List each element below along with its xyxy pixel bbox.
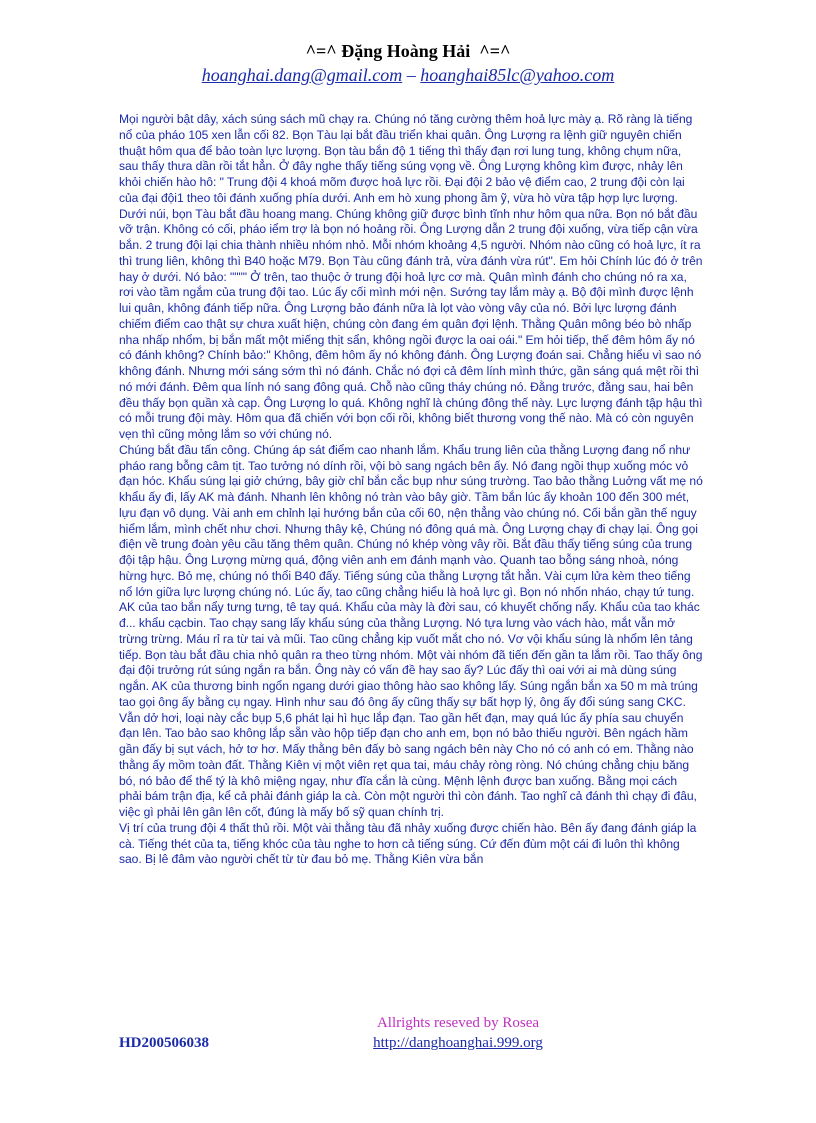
document-id: HD200506038 [119,1035,209,1051]
email-link-yahoo[interactable]: hoanghai85lc@yahoo.com [420,65,615,85]
copyright-notice: Allrights reseved by Rosea [376,1015,540,1031]
paragraph: Chúng bắt đầu tấn công. Chúng áp sát điểm cao nhanh lắm. Khẩu trung liên của thằng Lượng đang nổ như pháo rang bỗng câm tịt. Tao tưởng nó dính rồi, vội bò sang ngách bên ấy. Nó đang ngồi thụp xuống móc vỏ đạn hóc. Khẩu súng lại giở chứng, bây giờ chỉ bắn cắc bụp như súng trường. Tao bảo thằng Luởng vất mẹ nó khẩu ấy đi, lấy AK mà đánh. Nhanh lên không nó tràn vào bây giờ. Tầm bắn lúc ấy khoản 100 đến 300 mét, lựu đạn vô dụng. Vài anh em chỉnh lại hướng bắn của cối 60, nện thẳng vào chúng nó. Cối bắn gần thế nguy hiểm lắm, mình chết như chơi. Nhưng thây kệ, Chúng nó đông quá mà. Ông Lượng chạy đi chạy lại. Ông gọi điện về trung đoàn yêu cầu tăng thêm quân. Chúng nó khép vòng vây rồi. Bắt đầu thấy tiếng súng của trung đội tập hậu. Ông Lượng mừng quá, động viên anh em đánh mạnh vào. Quanh tao bỗng sáng nhoà, nóng hừng hực. Bỏ mẹ, chúng nó thổi B40 đấy. Tiếng súng của thằng Lượng tắt hẳn. Vài cụm lửa kèm theo tiếng nổ lớn giữa lực lượng chúng nó. Lúc ấy, tao cũng chẳng hiểu là hoả lực gì. Bọn nó nhốn nháo, chạy tứ tung. AK của tao bắn nẩy tưng tưng, tê tay quá. Khẩu của mày là đời sau, có khuyết chống nẩy. Khẩu của tao khác đ... khẩu cạcbin. Tao chạy sang lấy khẩu súng của thằng Lượng. Nó tựa lưng vào vách hào, mắt vẫn mở trừng trừng. Máu rỉ ra từ tai và mũi. Tao cũng chẳng kịp vuốt mắt cho nó. Vơ vội khẩu súng là nhổm lên tảng tiếp. Bọn tàu bắt đầu chia nhỏ quân ra theo từng nhóm. Một vài nhóm đã tiến đến gần ta lắm rồi. Tao thấy ông đại đội trưởng rút súng ngắn ra bắn. Ông này có vấn đề hay sao ấy? Lúc đấy thì oai với ai mà dùng súng ngắn. AK của thương binh ngổn ngang dưới giao thông hào sao không lấy. Súng ngắn bắn xa 50 m mà trúng tao gọi ông ấy bằng cụ ngay. Hình như sau đó ông ấy cũng thấy sự bất hợp lý, ông ấy đổi súng sang CKC. Vẫn dở hơi, loại này cắc bụp 5,6 phát lại hì hục lắp đạn. Tao gần hết đạn, may quá lúc ấy phía sau chuyển đạn lên. Tao bảo sao không lắp sẵn vào hộp tiếp đạn cho anh em, bọn nó bảo thiếu người. Bên ngách hầm gần đấy bị sụt vách, hở tơ hơ. Mấy thằng bên đấy bò sang ngách bên này Cho nó có anh có em. Thằng nào thằng ấy mồm toàn đất. Thằng Kiên vị một viên rẹt qua tai, máu chảy ròng ròng. Nó chúng chẳng chịu băng bó, nó bảo để thế tý là khô miệng ngay, như đĩa cắn là cùng. Mệnh lệnh được ban xuống. Bằng mọi cách phải bám trận địa, kể cả phải đánh giáp la cà. Còn một người thì còn đánh. Tao nghĩ cả đánh thì chạy đi đâu, việc gì phải lên gân lên cốt, đúng là mấy bố sỹ quan chính trị. [119,442,703,819]
paragraph: Mọi người bật dây, xách súng sách mũ chạy ra. Chúng nó tăng cường thêm hoả lực mày ạ. Rõ ràng là tiếng nổ của pháo 105 xen lẫn cối 82. Bọn Tàu lại bắt đầu triển khai quân. Ông Lượng ra lệnh giữ nguyên chiến thuật hôm qua để bảo toàn lực lượng. Bọn tàu bắn độ 1 tiếng thì thấy đạn rơi lung tung, không chụm nữa, sau thấy thưa dần rồi tắt hẳn. Ở đây nghe thấy tiếng súng vọng về. Ông Lượng không kìm được, nhảy lên khỏi chiến hào hô: " Trung đội 4 khoá mõm được hoả lực rồi. Đại đội 2 bảo vệ điểm cao, 2 trung đội còn lại của đại đội1 theo tôi đánh xuống phía dưới. Anh em hò xung phong ầm ỹ, vừa hò vừa tập hợp lực lượng. Dưới núi, bọn Tàu bắt đầu hoang mang. Chúng không giữ được bình tĩnh như hôm qua nữa. Bọn nó bắt đầu vỡ trận. Không có cối, pháo iểm trợ là bọn nó hoảng rồi. Ông Lượng dẫn 2 trung đội xuống, vừa tiếp cận vừa bắn. 2 trung đội lại chia thành nhiều nhóm nhỏ. Mỗi nhóm khoảng 4,5 người. Nhóm nào cũng có hoả lực, ít ra thì trung liên, không thì B40 hoặc M79. Bọn Tàu cũng đánh trả, vừa đánh vừa rút". Em hỏi Chính lúc đó ở trên hay ở dưới. Nó bảo: """" Ở trên, tao thuộc ở trung đội hoả lực cơ mà. Quân mình đánh cho chúng nó ra xa, rơi vào tầm ngắm của trung đội tao. Lúc ấy cối mình mới nện. Sướng tay lắm mày ạ. Bộ đội mình được lệnh lui quân, không đánh tiếp nữa. Ông Lượng bảo đánh nữa là lọt vào vòng vây của nó. Bởi lực lượng đánh chiếm điểm cao thật sự chưa xuất hiện, chúng còn đang ém quân đợi lệnh. Thằng Quân mông béo bò nhấp nha nhấp nhổm, bị bắn mất một miếng thịt sẩn, không ngồi được la oai oái." Em hỏi tiếp, thế đêm hôm ấy nó có đánh không? Chính bảo:" Không, đêm hôm ấy nó không đánh. Ông Lượng đoán sai. Chẳng hiểu vì sao nó không đánh. Nhưng mới sáng sớm thì nó đánh. Chắc nó đợi cả đêm lính mình thức, gần sáng quá mệt rồi thì nó mới đánh. Đêm qua lính nó sang đông quá. Chỗ nào cũng tháy chúng nó. Đằng trước, đằng sau, hai bên đều thấy bọn quần xà cạp. Ông Lượng lo quá. Không nghĩ là chúng đông thế này. Lực lượng đánh tập hậu thì có mỗi trung đội mày. Hôm qua đã chiến với bọn cối rồi, không biết thương vong thế nào. Mà có còn nguyên vẹn thì cũng mỏng lắm so với chúng nó. [119,112,703,441]
email-link-gmail[interactable]: hoanghai.dang@gmail.com [201,65,403,85]
website-link[interactable]: http://danghoanghai.999.org [373,1035,543,1051]
document-header [0,40,816,86]
email-separator: – [402,65,421,85]
footer-url [340,1035,576,1052]
story-body [119,112,703,868]
contact-emails [0,64,816,86]
paragraph: Vị trí của trung đội 4 thất thủ rồi. Một vài thằng tàu đã nhảy xuống được chiến hào. Bên ấy đang đánh giáp la cà. Tiếng thét của ta, tiếng khóc của tàu nghe to hơn cả tiếng súng. Cứ đến đùm một cái đi luôn thì không sao. Bị lê đâm vào người chết từ từ đau bỏ mẹ. Thằng Kiên vừa bắn [119,820,697,867]
author-title: ^=^ Đặng Hoàng Hải ^=^ [305,41,511,61]
